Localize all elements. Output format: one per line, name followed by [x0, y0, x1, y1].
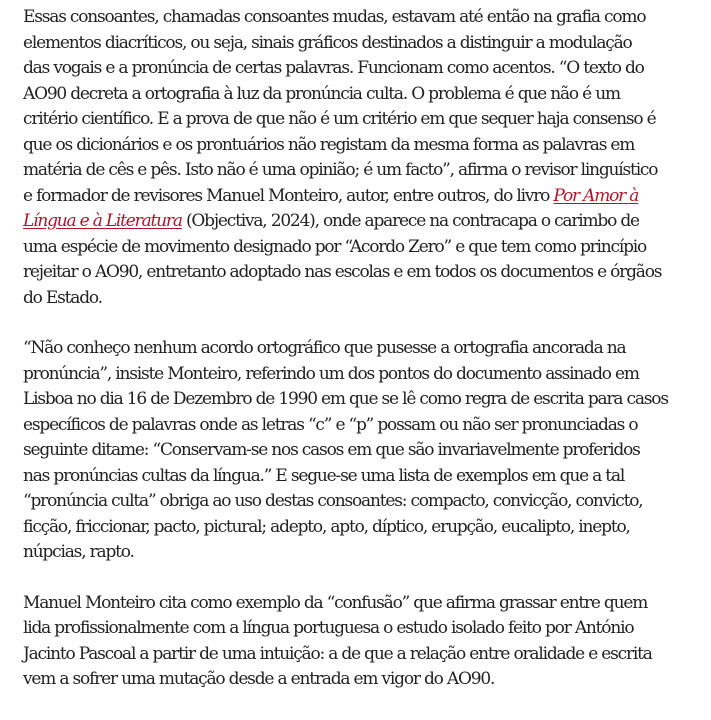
text-line-with-link [23, 184, 703, 210]
paragraph-2 [23, 336, 703, 566]
text-line: lida profissionalmente com a língua portuguesa o estudo isolado feito por António [23, 618, 634, 638]
text-line: critério científico. E a prova de que não é um critério em que sequer haja consenso é [23, 109, 656, 129]
text-segment: e formador de revisores Manuel Monteiro, autor, entre outros, do livro [23, 185, 554, 206]
text-line: pronúncia”, insiste Monteiro, referindo um dos pontos do documento assinado em [23, 363, 639, 384]
text-line: vem a sofrer uma mutação desde a entrada em vigor do AO90. [23, 669, 495, 689]
text-line: Essas consoantes, chamadas consoantes mudas, estavam até então na grafia como [23, 7, 646, 27]
text-line: das vogais e a pronúncia de certas palavras. Funcionam como acentos. “O texto do [23, 58, 644, 78]
text-line: nas pronúncias cultas da língua.” E segue-se uma lista de exemplos em que a tal [23, 465, 625, 486]
text-line: uma espécie de movimento designado por “Acordo Zero” e que tem como princípio [23, 236, 647, 257]
text-line: Manuel Monteiro cita como exemplo da “confusão” que afirma grassar entre quem [23, 592, 648, 613]
text-line: núpcias, rapto. [23, 542, 134, 562]
text-line: AO90 decreta a ortografia à luz da pronúncia culta. O problema é que não é um [23, 83, 620, 104]
text-line: matéria de cês e pês. Isto não é uma opinião; é um facto”, afirma o revisor linguístico [23, 160, 658, 180]
text-line: seguinte ditame: “Conservam-se nos casos em que são invariavelmente proferidos [23, 440, 640, 460]
text-line: do Estado. [23, 287, 102, 308]
paragraph-1 [23, 5, 703, 311]
text-line: específicos de palavras onde as letras “c” e “p” possam ou não ser pronunciadas o [23, 414, 638, 435]
text-line-with-link [23, 209, 703, 235]
book-title-link[interactable]: Por Amor à [553, 185, 639, 206]
text-line: “pronúncia culta” obriga ao uso destas consoantes: compacto, convicção, convicto, [23, 491, 643, 511]
text-line: que os dicionários e os prontuários não registam da mesma forma as palavras em [23, 134, 635, 155]
text-line: ficção, friccionar, pacto, pictural; adepto, apto, díptico, erupção, eucalipto, inepto, [23, 516, 630, 537]
text-line: rejeitar o AO90, entretanto adoptado nas escolas e em todos os documentos e órgãos [23, 262, 662, 282]
text-line: Jacinto Pascoal a partir de uma intuição: a de que a relação entre oralidade e escrita [23, 643, 652, 664]
text-line: elementos diacríticos, ou seja, sinais gráficos destinados a distinguir a modulação [23, 32, 632, 53]
text-line: “Não conheço nenhum acordo ortográfico que pusesse a ortografia ancorada na [23, 338, 626, 358]
book-title-link-continued[interactable]: Língua e à Literatura [23, 211, 182, 231]
text-segment: (Objectiva, 2024), onde aparece na contracapa o carimbo de [181, 211, 639, 231]
text-line: Lisboa no dia 16 de Dezembro de 1990 em que se lê como regra de escrita para casos [23, 389, 668, 409]
paragraph-3 [23, 591, 703, 693]
